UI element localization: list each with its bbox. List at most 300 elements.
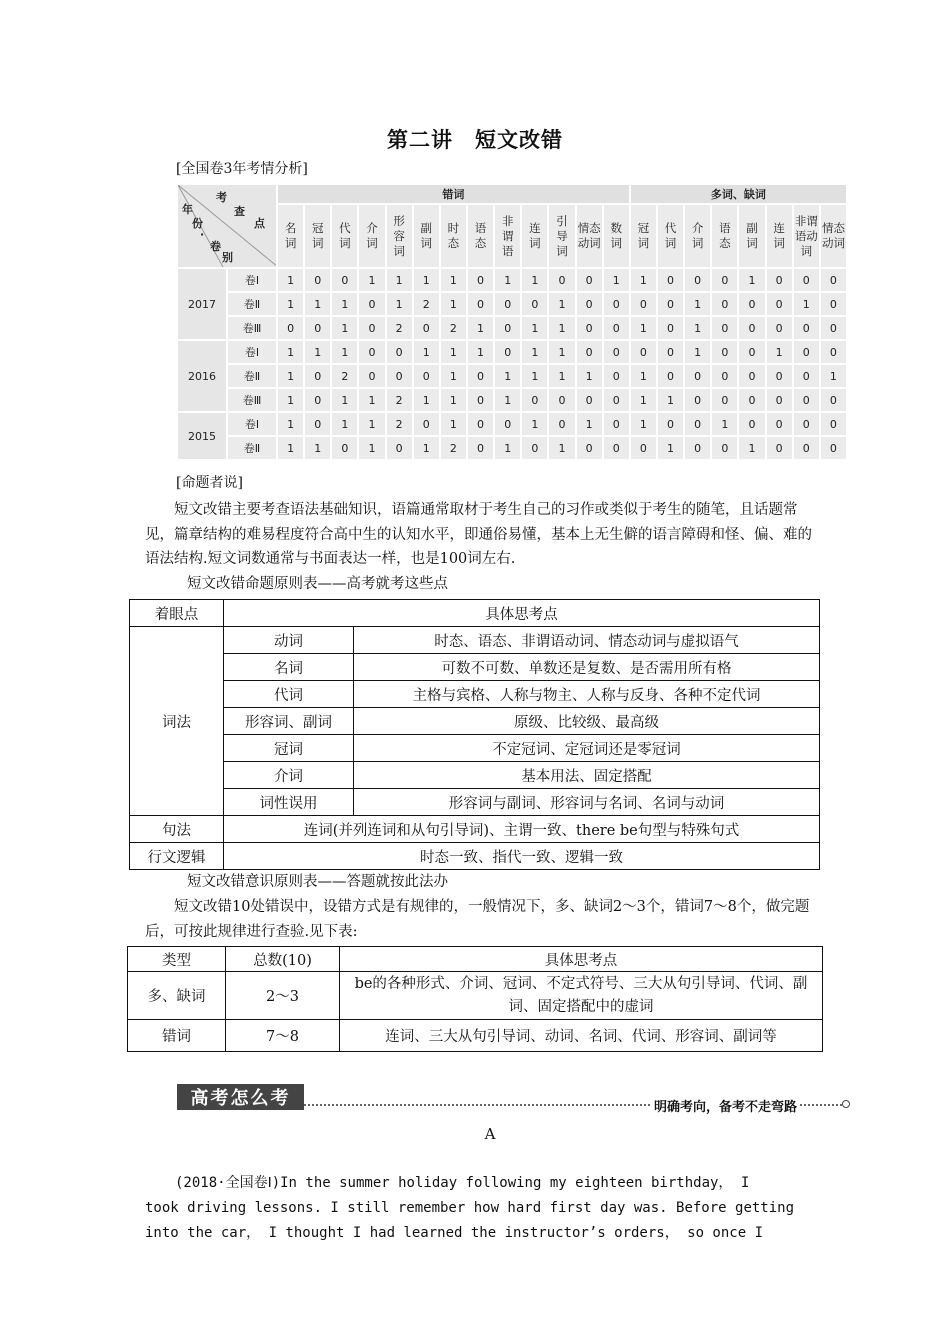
count-cell: 1	[304, 436, 331, 460]
count-cell: 0	[548, 388, 575, 412]
column-header-label: 引导词	[556, 213, 568, 258]
count-cell: 1	[548, 292, 575, 316]
count-cell: 0	[494, 412, 521, 436]
count-cell: 2	[331, 364, 358, 388]
count-cell: 0	[820, 268, 847, 292]
table-row	[130, 627, 820, 654]
table-row	[177, 292, 847, 316]
column-header	[494, 204, 521, 268]
count-cell: 7～8	[226, 1020, 340, 1052]
column-header	[548, 204, 575, 268]
category-cell: 行文逻辑	[130, 843, 224, 870]
count-cell: 1	[576, 412, 603, 436]
count-cell: 1	[277, 364, 304, 388]
count-cell: 0	[684, 268, 711, 292]
count-cell: 1	[413, 436, 440, 460]
count-cell: 0	[331, 268, 358, 292]
column-header-label: 介词	[366, 221, 378, 250]
item-cell: 介词	[224, 762, 354, 789]
count-cell: 2	[413, 292, 440, 316]
count-cell: 0	[521, 436, 548, 460]
passage	[145, 1146, 825, 1246]
header-cell: 具体思考点	[224, 600, 820, 627]
count-cell: 0	[657, 268, 684, 292]
count-cell: 1	[277, 268, 304, 292]
count-cell: 0	[304, 268, 331, 292]
count-cell: 1	[386, 292, 413, 316]
count-cell: 1	[331, 316, 358, 340]
corner-char: 卷	[210, 240, 221, 253]
count-cell: 0	[603, 292, 630, 316]
column-header-label: 连词	[529, 221, 541, 250]
count-cell: 1	[277, 292, 304, 316]
count-cell: 1	[630, 412, 657, 436]
column-header-label: 时态	[447, 221, 460, 250]
table-row	[177, 364, 847, 388]
count-cell: 0	[467, 388, 494, 412]
column-header-label: 非谓语	[501, 213, 514, 258]
column-header	[793, 204, 820, 268]
principle-table	[129, 599, 820, 870]
count-cell: 1	[521, 364, 548, 388]
count-cell: 0	[738, 340, 765, 364]
column-header-label: 名词	[284, 221, 297, 250]
item-cell: 形容词、副词	[224, 708, 354, 735]
column-header	[603, 204, 630, 268]
count-cell: 0	[820, 340, 847, 364]
passage-line: (2018·全国卷Ⅰ)In the summer holiday following my eighteen birthday， I	[175, 1175, 750, 1191]
count-cell: 0	[738, 316, 765, 340]
count-cell: 0	[793, 340, 820, 364]
detail-cell: 形容词与副词、形容词与名词、名词与动词	[354, 789, 820, 816]
count-cell: 0	[603, 340, 630, 364]
count-cell: 0	[304, 316, 331, 340]
group-header-wrong: 错词	[277, 184, 630, 204]
table-row	[177, 316, 847, 340]
count-cell: 1	[440, 412, 467, 436]
count-cell: 0	[711, 340, 738, 364]
year-cell: 2016	[177, 340, 227, 412]
column-header	[467, 204, 494, 268]
stats-label: [全国卷3年考情分析]	[176, 161, 308, 177]
count-cell: 1	[413, 340, 440, 364]
column-header-label: 代词	[664, 221, 677, 250]
detail-cell: 主格与宾格、人称与物主、人称与反身、各种不定代词	[354, 681, 820, 708]
column-header	[576, 204, 603, 268]
corner-char: 别	[222, 251, 233, 264]
year-cell: 2015	[177, 412, 227, 460]
exam-stats-table	[176, 183, 848, 461]
table-row	[130, 735, 820, 762]
page-title: 第二讲 短文改错	[387, 128, 563, 152]
column-header	[386, 204, 413, 268]
column-header-label: 非谓语动词	[794, 213, 818, 258]
count-cell: 1	[467, 316, 494, 340]
table-row	[130, 600, 820, 627]
count-cell: 0	[358, 316, 385, 340]
volume-cell: 卷Ⅰ	[227, 412, 277, 436]
count-cell: 0	[576, 268, 603, 292]
count-cell: 0	[386, 436, 413, 460]
column-header-label: 语态	[719, 221, 731, 250]
header-cell: 类型	[128, 947, 226, 972]
count-cell: 1	[738, 436, 765, 460]
count-cell: 1	[630, 268, 657, 292]
count-cell: 1	[277, 340, 304, 364]
count-cell: 2	[386, 388, 413, 412]
table-row	[130, 843, 820, 870]
table-corner-header	[177, 184, 277, 268]
table-row	[130, 816, 820, 843]
count-cell: 1	[277, 412, 304, 436]
column-header	[766, 204, 793, 268]
count-cell: 0	[657, 292, 684, 316]
table-row	[130, 708, 820, 735]
volume-cell: 卷Ⅲ	[227, 388, 277, 412]
count-cell: 1	[684, 292, 711, 316]
count-cell: 0	[657, 316, 684, 340]
detail-cell: 时态一致、指代一致、逻辑一致	[224, 843, 820, 870]
count-cell: 1	[358, 388, 385, 412]
count-cell: 0	[548, 412, 575, 436]
count-cell: 1	[494, 388, 521, 412]
count-cell: 1	[548, 436, 575, 460]
count-cell: 1	[630, 388, 657, 412]
item-cell: 名词	[224, 654, 354, 681]
column-header-label: 副词	[746, 221, 758, 250]
corner-char: 点	[254, 217, 265, 230]
category-cell: 句法	[130, 816, 224, 843]
section-banner: 高考怎么考	[177, 1084, 304, 1110]
count-cell: 0	[603, 316, 630, 340]
count-cell: 0	[820, 316, 847, 340]
detail-cell: 不定冠词、定冠词还是零冠词	[354, 735, 820, 762]
count-cell: 0	[358, 340, 385, 364]
count-cell: 0	[603, 436, 630, 460]
count-cell: 0	[820, 412, 847, 436]
table-row	[130, 654, 820, 681]
column-header	[684, 204, 711, 268]
header-cell: 具体思考点	[340, 947, 823, 972]
header-cell: 总数(10)	[226, 947, 340, 972]
count-cell: 0	[467, 412, 494, 436]
corner-char: 查	[234, 205, 245, 218]
type-cell: 多、缺词	[128, 972, 226, 1020]
table-row	[130, 681, 820, 708]
count-cell: 0	[711, 436, 738, 460]
count-cell: 0	[494, 340, 521, 364]
count-cell: 1	[413, 268, 440, 292]
count-cell: 0	[494, 292, 521, 316]
table-row	[177, 388, 847, 412]
count-cell: 0	[793, 412, 820, 436]
count-cell: 1	[576, 364, 603, 388]
count-cell: 1	[603, 268, 630, 292]
count-cell: 1	[521, 316, 548, 340]
table2-caption: 短文改错意识原则表——答题就按此法办	[187, 874, 448, 890]
section-letter: A	[484, 1125, 496, 1143]
column-header	[521, 204, 548, 268]
count-cell: 2	[386, 316, 413, 340]
count-cell: 0	[630, 292, 657, 316]
table-row	[177, 268, 847, 292]
header-cell: 着眼点	[130, 600, 224, 627]
corner-char: 考	[216, 191, 227, 204]
count-cell: 0	[386, 364, 413, 388]
table2-intro: 短文改错10处错误中，设错方式是有规律的，一般情况下，多、缺词2～3个，错词7～8个，做完题后，可按此规律进行查验.见下表:	[145, 899, 810, 940]
column-header-label: 代词	[339, 221, 351, 250]
count-cell: 1	[521, 412, 548, 436]
corner-char: 份	[192, 217, 203, 230]
column-header	[738, 204, 765, 268]
count-cell: 0	[304, 412, 331, 436]
detail-cell: 时态、语态、非谓语动词、情态动词与虚拟语气	[354, 627, 820, 654]
awareness-table	[127, 946, 823, 1052]
count-cell: 0	[793, 388, 820, 412]
count-cell: 0	[277, 316, 304, 340]
count-cell: 0	[711, 364, 738, 388]
count-cell: 0	[793, 268, 820, 292]
commentary-label: [命题者说]	[176, 475, 243, 491]
count-cell: 1	[521, 340, 548, 364]
count-cell: 1	[684, 340, 711, 364]
count-cell: 1	[277, 388, 304, 412]
banner-slogan: 明确考向，备考不走弯路	[652, 1096, 799, 1115]
column-header	[413, 204, 440, 268]
count-cell: 0	[684, 436, 711, 460]
count-cell: 0	[738, 292, 765, 316]
count-cell: 0	[331, 436, 358, 460]
count-cell: 2	[440, 436, 467, 460]
count-cell: 1	[793, 292, 820, 316]
table-row	[177, 436, 847, 460]
column-header-label: 语态	[474, 221, 487, 250]
count-cell: 0	[793, 364, 820, 388]
table-row	[128, 947, 823, 972]
column-header	[657, 204, 684, 268]
volume-cell: 卷Ⅱ	[227, 436, 277, 460]
column-header-label: 连词	[773, 221, 785, 250]
count-cell: 0	[413, 412, 440, 436]
count-cell: 0	[657, 340, 684, 364]
count-cell: 0	[576, 316, 603, 340]
column-header-label: 情态动词	[821, 221, 845, 250]
count-cell: 1	[358, 436, 385, 460]
column-header-label: 形容词	[393, 213, 405, 258]
count-cell: 0	[413, 364, 440, 388]
table-row	[128, 972, 823, 1020]
count-cell: 0	[576, 388, 603, 412]
corner-char: ·	[200, 228, 205, 241]
count-cell: 0	[711, 268, 738, 292]
count-cell: 0	[793, 436, 820, 460]
count-cell: 1	[304, 292, 331, 316]
count-cell: 0	[358, 292, 385, 316]
column-header-label: 冠词	[311, 221, 324, 250]
count-cell: 0	[820, 388, 847, 412]
count-cell: 0	[766, 316, 793, 340]
count-cell: 0	[521, 292, 548, 316]
count-cell: 1	[304, 340, 331, 364]
count-cell: 0	[603, 364, 630, 388]
count-cell: 1	[331, 412, 358, 436]
count-cell: 1	[820, 364, 847, 388]
category-cell: 词法	[130, 627, 224, 816]
count-cell: 1	[684, 316, 711, 340]
count-cell: 0	[684, 388, 711, 412]
volume-cell: 卷Ⅱ	[227, 364, 277, 388]
count-cell: 0	[304, 364, 331, 388]
count-cell: 0	[630, 340, 657, 364]
count-cell: 1	[277, 436, 304, 460]
count-cell: 0	[603, 412, 630, 436]
column-header	[358, 204, 385, 268]
volume-cell: 卷Ⅱ	[227, 292, 277, 316]
column-header	[304, 204, 331, 268]
column-header	[820, 204, 847, 268]
detail-cell: 连词、三大从句引导词、动词、名词、代词、形容词、副词等	[340, 1020, 823, 1052]
count-cell: 2～3	[226, 972, 340, 1020]
count-cell: 1	[548, 340, 575, 364]
count-cell: 1	[548, 364, 575, 388]
count-cell: 1	[494, 364, 521, 388]
count-cell: 0	[657, 364, 684, 388]
count-cell: 0	[711, 292, 738, 316]
detail-cell: be的各种形式、介词、冠词、不定式符号、三大从句引导词、代词、副词、固定搭配中的虚词	[340, 972, 823, 1020]
count-cell: 0	[711, 316, 738, 340]
count-cell: 0	[494, 316, 521, 340]
group-header-missing: 多词、缺词	[630, 184, 847, 204]
volume-cell: 卷Ⅰ	[227, 268, 277, 292]
count-cell: 0	[521, 388, 548, 412]
count-cell: 0	[576, 292, 603, 316]
count-cell: 1	[440, 340, 467, 364]
count-cell: 1	[738, 268, 765, 292]
count-cell: 1	[358, 412, 385, 436]
table-row	[128, 1020, 823, 1052]
column-header	[440, 204, 467, 268]
column-header	[630, 204, 657, 268]
volume-cell: 卷Ⅰ	[227, 340, 277, 364]
column-header-label: 介词	[691, 221, 704, 250]
count-cell: 1	[548, 316, 575, 340]
count-cell: 1	[358, 268, 385, 292]
column-header-label: 情态动词	[577, 221, 601, 250]
count-cell: 1	[711, 412, 738, 436]
circle-icon	[842, 1100, 850, 1108]
detail-cell: 原级、比较级、最高级	[354, 708, 820, 735]
item-cell: 动词	[224, 627, 354, 654]
count-cell: 0	[684, 412, 711, 436]
count-cell: 1	[521, 268, 548, 292]
count-cell: 1	[766, 340, 793, 364]
count-cell: 0	[766, 436, 793, 460]
table1-caption: 短文改错命题原则表——高考就考这些点	[187, 576, 448, 592]
count-cell: 0	[738, 412, 765, 436]
count-cell: 1	[440, 292, 467, 316]
count-cell: 0	[467, 292, 494, 316]
count-cell: 1	[331, 340, 358, 364]
column-header	[711, 204, 738, 268]
count-cell: 0	[467, 268, 494, 292]
table-row	[130, 789, 820, 816]
count-cell: 0	[766, 292, 793, 316]
item-cell: 词性误用	[224, 789, 354, 816]
detail-cell: 基本用法、固定搭配	[354, 762, 820, 789]
count-cell: 1	[657, 388, 684, 412]
table-row	[177, 412, 847, 436]
count-cell: 1	[331, 388, 358, 412]
detail-cell: 连词(并列连词和从句引导词)、主谓一致、there be句型与特殊句式	[224, 816, 820, 843]
item-cell: 冠词	[224, 735, 354, 762]
column-header-label: 数词	[610, 221, 622, 250]
count-cell: 0	[413, 316, 440, 340]
count-cell: 1	[630, 364, 657, 388]
column-header	[331, 204, 358, 268]
item-cell: 代词	[224, 681, 354, 708]
count-cell: 1	[657, 436, 684, 460]
volume-cell: 卷Ⅲ	[227, 316, 277, 340]
count-cell: 0	[576, 340, 603, 364]
count-cell: 1	[386, 268, 413, 292]
count-cell: 0	[467, 436, 494, 460]
passage-line: into the car， I thought I had learned the instructor’s orders， so once I	[145, 1225, 764, 1241]
count-cell: 2	[440, 316, 467, 340]
count-cell: 0	[738, 388, 765, 412]
commentary-text: 短文改错主要考查语法基础知识，语篇通常取材于考生自己的习作或类似于考生的随笔，且话题常见，篇章结构的难易程度符合高中生的认知水平，即通俗易懂，基本上无生僻的语言障碍和怪、偏、难的语法结构.短文词数通常与书面表达一样，也是100词左右.	[145, 502, 812, 567]
count-cell: 0	[820, 292, 847, 316]
count-cell: 0	[820, 436, 847, 460]
count-cell: 1	[630, 316, 657, 340]
count-cell: 0	[630, 436, 657, 460]
count-cell: 0	[304, 388, 331, 412]
count-cell: 0	[603, 388, 630, 412]
count-cell: 1	[440, 388, 467, 412]
detail-cell: 可数不可数、单数还是复数、是否需用所有格	[354, 654, 820, 681]
count-cell: 0	[576, 436, 603, 460]
column-header-label: 副词	[420, 221, 433, 250]
count-cell: 0	[657, 412, 684, 436]
count-cell: 0	[467, 364, 494, 388]
year-cell: 2017	[177, 268, 227, 340]
count-cell: 1	[467, 340, 494, 364]
corner-char: 年	[182, 203, 193, 216]
count-cell: 0	[793, 316, 820, 340]
count-cell: 1	[413, 388, 440, 412]
count-cell: 0	[766, 388, 793, 412]
count-cell: 0	[738, 364, 765, 388]
count-cell: 0	[684, 364, 711, 388]
count-cell: 2	[386, 412, 413, 436]
count-cell: 1	[440, 364, 467, 388]
count-cell: 1	[494, 268, 521, 292]
table-row	[130, 762, 820, 789]
column-header-label: 冠词	[637, 221, 650, 250]
count-cell: 1	[331, 292, 358, 316]
count-cell: 0	[766, 412, 793, 436]
passage-line: took driving lessons. I still remember how hard first day was. Before getting	[145, 1200, 795, 1216]
count-cell: 0	[548, 268, 575, 292]
column-header	[277, 204, 304, 268]
count-cell: 0	[766, 364, 793, 388]
count-cell: 0	[358, 364, 385, 388]
count-cell: 0	[386, 340, 413, 364]
table-row	[177, 340, 847, 364]
type-cell: 错词	[128, 1020, 226, 1052]
count-cell: 1	[440, 268, 467, 292]
count-cell: 0	[711, 388, 738, 412]
count-cell: 0	[766, 268, 793, 292]
